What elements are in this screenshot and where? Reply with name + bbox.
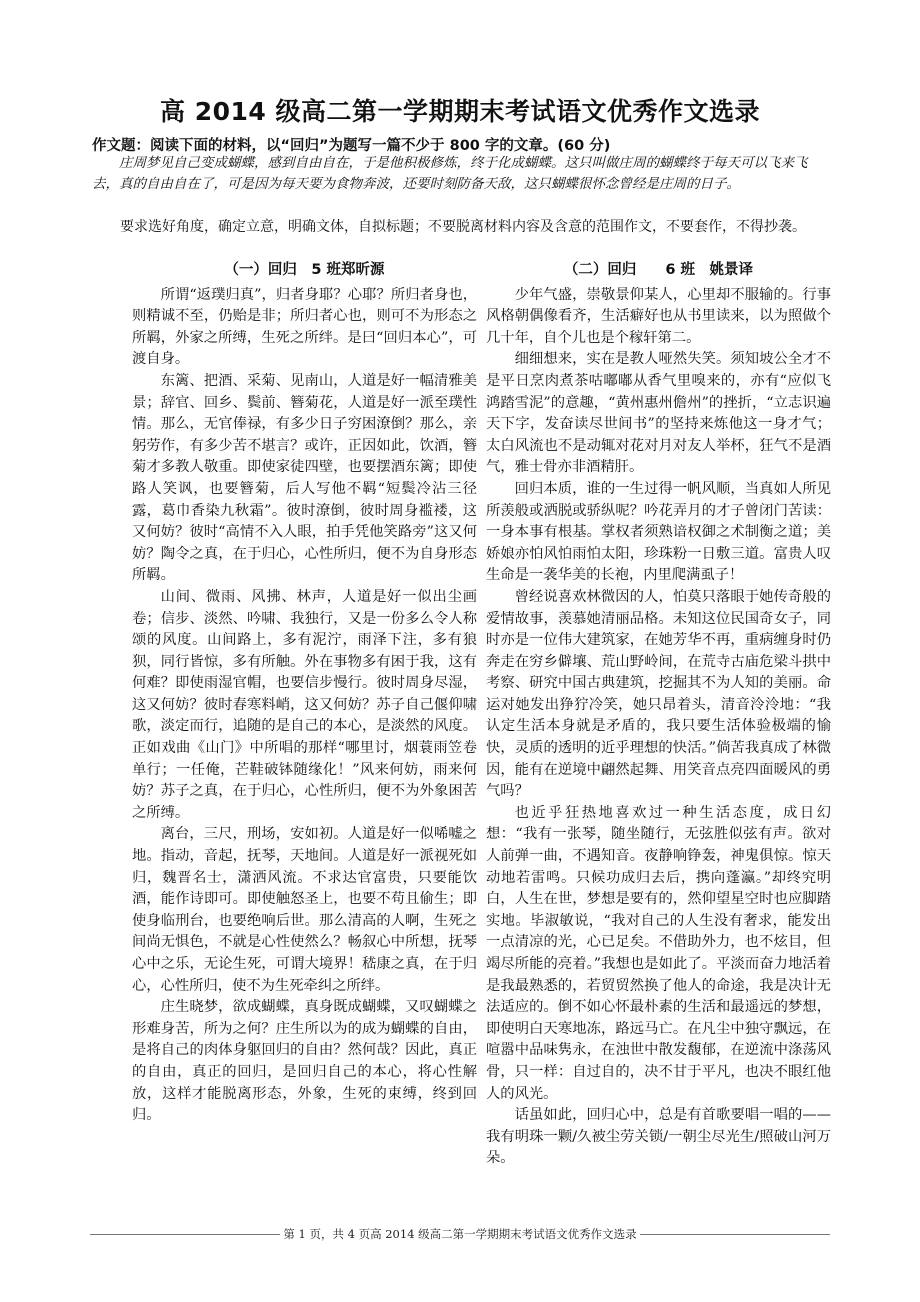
essay-one-paragraph: 离台，三尺，刑场，安如初。人道是好一似唏嘘之地。指动，音起，抚琴，天地间。人道是好一派视死如归，魏晋名士，潇洒风流。不求达官富贵，只要能饮酒，能作诗即可。即使触怒圣上，也要不苟且偷生；即使身临刑台，也要绝响后世。那么清高的人啊，生死之间尚无惧色，不就是心性使然么？畅叙心中所想，抚琴心中之乐，无论生死，可谓大境界！嵇康之真，在于归心，心性所归，使不为生死牵纠之所绊。: [132, 826, 477, 994]
essay-two-paragraph: 回归本质，谁的一生过得一帆风顺，当真如人所见所羡般或洒脱或骄纵呢？吟花弄月的才子曾闭门苦读：一身本事有根基。掌权者须熟谙权御之术制衡之道；美娇娘亦怕风怕雨怕太阳，珍珠粉一日敷三道。富贵人叹生命是一袭华美的长袍，内里爬满虱子！: [486, 480, 831, 584]
essay-two-paragraph: 细细想来，实在是教人哑然失笑。须知坡公全才不是平日烹肉煮茶咕嘟嘟从香气里嗅来的，亦有“应似飞鸿踏雪泥”的意趣，“黄州惠州儋州”的挫折，“立志识遍天下字，发奋读尽世间书”的坚持来炼他这一身才气；太白风流也不是动辄对花对月对友人举杯，狂气不是酒气，雅士骨亦非酒精肝。: [486, 351, 831, 476]
essay-two-paragraph: 曾经说喜欢林微因的人，怕莫只落眼于她传奇般的爱情故事，羡慕她清丽品格。未知这位民国奇女子，同时亦是一位伟大建筑家，在她芳华不再，重病缠身时仍奔走在穷乡僻壤、荒山野岭间，在荒寺古庙危梁斗拱中考察、研究中国古典建筑，挖掘其不为人知的美丽。命运对她发出狰狞冷笑，她只昂着头，清音泠泠地：“我认定生活本身就是矛盾的，我只要生活体验极端的愉快，灵质的透明的近乎理想的快活。”倘苦我真成了林微因，能有在逆境中翩然起舞、用笑音点亮四面暖风的勇气吗？: [486, 588, 831, 800]
essay-one-paragraph: 山间、微雨、风拂、林声，人道是好一似出尘画卷；信步、淡然、吟啸、我独行，又是一份多么令人称颂的风度。山间路上，多有泥泞，雨泽下注，多有狼狈，同行皆惊，多有所触。外在事物多有困于我，这有何难？即使雨湿官帽，也要信步慢行。彼时周身尽湿，这又何妨？彼时春寒料峭，这又何妨？苏子自己偃仰啸歌，淡定而行，追随的是自己的本心，是淡然的风度。正如戏曲《山门》中所唱的那样“哪里讨，烟蓑雨笠卷单行；一任俺，芒鞋破钵随缘化！”风来何妨，雨来何妨？苏子之真，在于归心，心性所归，便不为外象困苦之所缚。: [132, 588, 477, 821]
essay-one-paragraph: 东篱、把酒、采菊、见南山，人道是好一幅清雅美景；辞官、回乡、鬓前、簪菊花，人道是好一派至璞性情。那么，无官俸禄，有多少日子穷困潦倒？那么，亲躬劳作，有多少苦不堪言？或许，正因如此，饮酒，簪菊才多教人敬重。即使家徒四壁，也要摆酒东篱；即使路人笑讽，也要簪菊，后人写他不羁“短鬓冷沾三径露，葛巾香染九秋霜”。彼时潦倒，彼时周身褴褛，这又何妨？彼时“高情不入人眼，拍手凭他笑路旁”这又何妨？陶令之真，在于归心，心性所归，便不为自身形态所羁。: [132, 372, 477, 584]
essay-two-column: [486, 260, 831, 1170]
footer-text: 第 1 页，共 4 页高 2014 级高二第一学期期末考试语文优秀作文选录: [283, 1227, 637, 1241]
essay-two-paragraph: 话虽如此，回归心中，总是有首歌要唱一唱的——我有明珠一颗/久被尘劳关锁/一朝尘尽光生/照破山河万朵。: [486, 1107, 831, 1167]
essay-one-paragraph: 所谓“返璞归真”，归者身耶？心耶？所归者身也，则精诚不至，仍贻是非；所归者心也，则可不为形态之所羁，外家之所缚，生死之所绊。是曰“回归本心”，可渡自身。: [132, 286, 477, 368]
footer-rule-left: [90, 1234, 280, 1235]
page-title: 高 2014 级高二第一学期期末考试语文优秀作文选录: [160, 97, 760, 126]
essay-two-paragraph: 少年气盛，崇敬景仰某人，心里却不服输的。行事风格朝偶像看齐，生活癖好也从书里读来，以为照做个几十年，自个儿也是个稼轩第二。: [486, 286, 831, 346]
essay-prompt: 作文题：阅读下面的材料，以“回归”为题写一篇不少于 800 字的文章。(60 分): [92, 138, 611, 154]
prompt-requirements: 要求选好角度，确定立意，明确文体，自拟标题；不要脱离材料内容及含意的范围作文，不要套作，不得抄袭。: [120, 219, 806, 235]
prompt-material: 庄周梦见自己变成蝴蝶，感到自由自在，于是他积极修炼，终于化成蝴蝶。这只叫做庄周的蝴蝶终于每天可以飞来飞去，真的自由自在了，可是因为每天要为食物奔波，还要时刻防备天敌，这只蝴蝶很怀念曾经是庄周的日子。: [92, 155, 808, 192]
page-footer: [90, 1226, 830, 1242]
essay-two-paragraph: 也近乎狂热地喜欢过一种生活态度，成日幻想：“我有一张琴，随坐随行，无弦胜似弦有声。欲对人前弹一曲，不遇知音。夜静响铮轰，神鬼俱惊。惊天动地若雷鸣。只候功成归去后，携向蓬瀛。”却终究明白，人生在世，梦想是要有的，然仰望星空时也应脚踏实地。毕淑敏说，“我对自己的人生没有奢求，能发出一点清凉的光，心已足矣。不借助外力，也不炫目，但竭尽所能的亮着。”我想也是如此了。平淡而奋力地活着是我最熟悉的，若贸贸然换了他人的命途，我是决计无法适应的。倒不如心怀最朴素的生活和最遥远的梦想，即使明白天寒地冻，路远马亡。在凡尘中独守飘远，在喧嚣中品味隽永，在浊世中散发馥郁，在逆流中涤荡风骨，只一样：自过自的，决不甘于平凡，也决不眼红他人的风光。: [486, 804, 831, 1102]
footer-rule-right: [640, 1234, 830, 1235]
essay-two-heading: （二）回归 6 班 姚景译: [563, 262, 754, 278]
essay-one-paragraph: 庄生晓梦，欲成蝴蝶，真身既成蝴蝶，又叹蝴蝶之形难身苦，所为之何？庄生所以为的成为蝴蝶的自由，是将自己的肉体身躯回归的自由？然何哉？因此，真正的自由，真正的回归，是回归自己的本心，将心性解放，这样才能脱离形态，外象，生死的束缚，终到回归。: [132, 999, 477, 1124]
essay-one-column: [132, 260, 477, 1127]
essay-one-heading: （一）回归 5 班郑昕源: [224, 262, 385, 278]
